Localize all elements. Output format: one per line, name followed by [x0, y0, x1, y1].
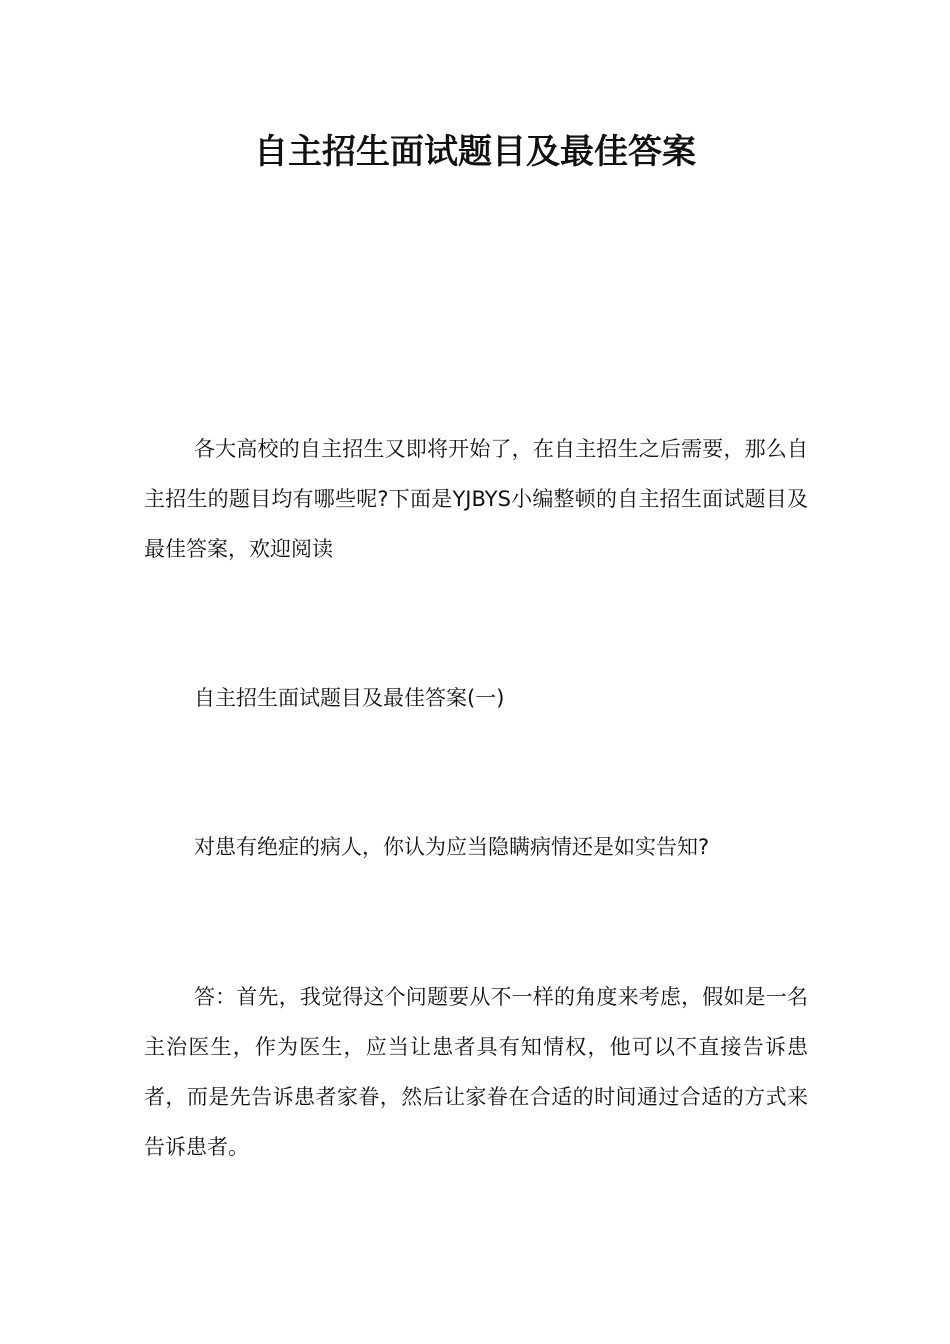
section-heading: 自主招生面试题目及最佳答案(一) [194, 686, 505, 710]
intro-paragraph: 各大高校的自主招生又即将开始了，在自主招生之后需要，那么自主招生的题目均有哪些呢?下面是YJBYS小编整顿的自主招生面试题目及最佳答案，欢迎阅读 [144, 437, 808, 561]
question-paragraph: 对患有绝症的病人，你认为应当隐瞒病情还是如实告知? [194, 835, 710, 859]
answer-paragraph: 答：首先，我觉得这个问题要从不一样的角度来考虑，假如是一名主治医生，作为医生，应当让患者具有知情权，他可以不直接告诉患者，而是先告诉患者家眷，然后让家眷在合适的时间通过合适的方式来告诉患者。 [144, 985, 808, 1159]
document-title: 自主招生面试题目及最佳答案 [254, 132, 696, 172]
